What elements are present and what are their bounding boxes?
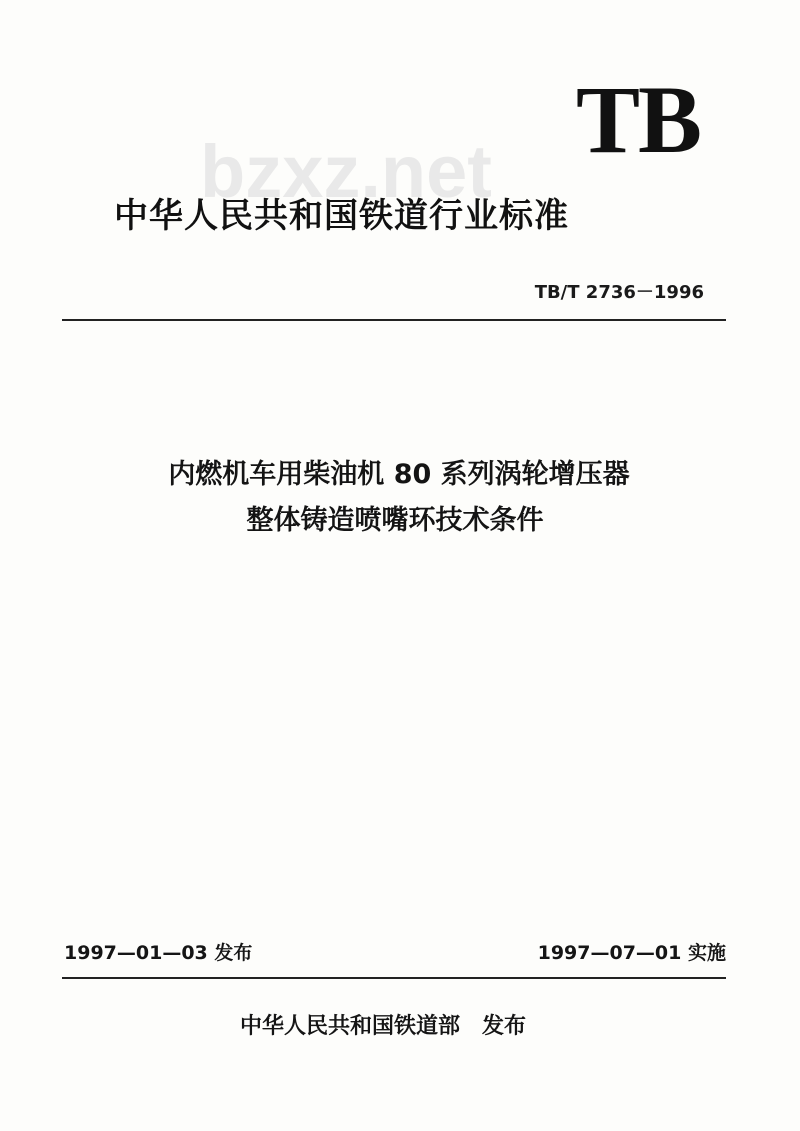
publisher-name: 中华人民共和国铁道部: [240, 1014, 461, 1039]
standard-title: 中华人民共和国铁道行业标准: [114, 196, 569, 236]
issue-date: 1997—01—03 发布: [64, 942, 253, 964]
document-title: [0, 452, 800, 544]
publisher-line: [240, 1012, 526, 1042]
document-title-line-1: 内燃机车用柴油机 80 系列涡轮增压器: [168, 459, 630, 490]
effective-date: 1997—07—01 实施: [537, 942, 726, 964]
watermark-text: bzxz.net: [200, 130, 492, 213]
document-title-line-2: 整体铸造喷嘴环技术条件: [246, 505, 544, 536]
tb-logo: TB: [575, 66, 700, 173]
bottom-divider: [62, 977, 726, 979]
publish-action: 发布: [482, 1014, 527, 1039]
standard-code: TB/T 2736－1996: [534, 282, 704, 303]
top-divider: [62, 319, 726, 321]
